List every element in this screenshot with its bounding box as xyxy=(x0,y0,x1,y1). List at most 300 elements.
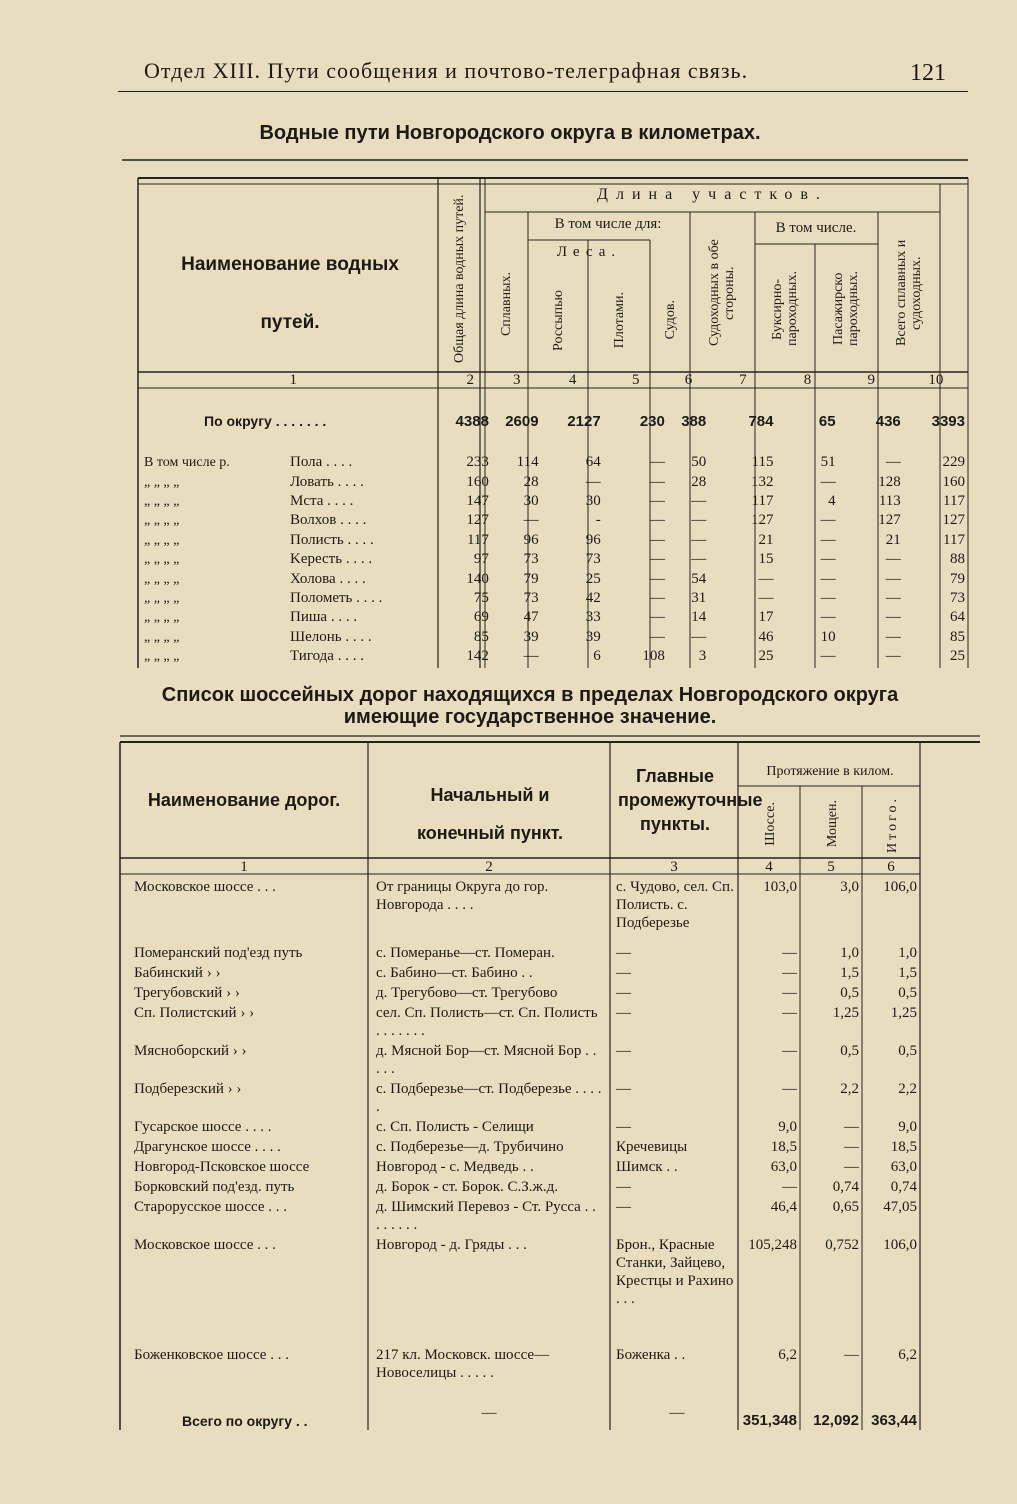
water-header-incl: В том числе. xyxy=(775,220,857,236)
road-name: Московское шоссе . . . xyxy=(134,879,276,895)
table-cell: — xyxy=(649,609,665,626)
road-intermediate: — xyxy=(616,985,631,1001)
table-cell: 31 xyxy=(691,589,707,606)
table-cell: 96 xyxy=(585,531,601,548)
table-cell: 46 xyxy=(758,628,774,645)
road-paved-km: 0,65 xyxy=(832,1199,859,1215)
table-cell: 47 xyxy=(523,609,539,626)
table-cell: 28 xyxy=(691,473,707,490)
table-cell: 88 xyxy=(950,551,965,568)
road-points: Новгород - д. Гряды . . . xyxy=(376,1237,527,1253)
water-header-tug: Буксирно-пароходных. xyxy=(770,271,800,347)
roads-title-line-1: Список шоссейных дорог находящихся в пределах Новгородского округа xyxy=(161,684,899,706)
water-header-incl-for: В том числе для: xyxy=(554,216,662,232)
table-cell: 17 xyxy=(758,609,774,626)
table-cell: 25 xyxy=(950,648,965,665)
road-points: с. Померанье—ст. Померан. xyxy=(376,945,555,961)
road-highway-km: — xyxy=(782,1043,797,1059)
road-total-km: 1,25 xyxy=(890,1005,917,1021)
table-cell: 140 xyxy=(466,570,489,587)
table-cell: — xyxy=(691,531,707,548)
water-header-total-cell xyxy=(440,190,478,368)
road-paved-km: 3,0 xyxy=(840,879,859,895)
road-points: — xyxy=(481,1405,497,1421)
road-highway-km: — xyxy=(782,985,797,1001)
water-header-rafts-cell xyxy=(590,270,648,370)
road-highway-km: 46,4 xyxy=(770,1199,797,1215)
road-intermediate: с. Чудово, сел. Сп. Полисть. с. Подберезье xyxy=(616,879,734,931)
road-paved-km: 0,74 xyxy=(832,1179,859,1195)
col-number: 6 xyxy=(887,859,895,875)
table-cell: — xyxy=(885,454,901,471)
row-prefix: „ „ „ „ xyxy=(144,493,180,509)
table-cell: 115 xyxy=(751,454,774,471)
table-cell: 784 xyxy=(748,412,774,430)
river-name: Полисть xyxy=(290,531,344,548)
road-paved-km: — xyxy=(844,1139,859,1155)
table-cell: 33 xyxy=(585,609,601,626)
col-number: 7 xyxy=(739,372,747,388)
table-row xyxy=(120,1078,920,1116)
river-name-cell: „ „ „ „ Шелонь . . . . xyxy=(144,628,372,645)
section-title: Отдел XIII. Пути сообщения и почтово-телеграфная связь. xyxy=(144,58,749,83)
table-cell: 117 xyxy=(751,492,774,509)
table-cell: 79 xyxy=(523,570,539,587)
water-body xyxy=(138,372,968,666)
water-header-name: Наименование водных путей. xyxy=(181,254,399,333)
table-cell: 21 xyxy=(885,531,901,548)
road-points: с. Бабино—ст. Бабино . . xyxy=(376,965,533,981)
road-intermediate: — xyxy=(616,1199,631,1215)
road-paved-km: 1,0 xyxy=(840,945,859,961)
table-cell: 388 xyxy=(681,412,707,430)
road-points: д. Мясной Бор—ст. Мясной Бор . . . . . xyxy=(376,1043,597,1077)
roads-total-row xyxy=(120,1402,920,1442)
road-highway-km: — xyxy=(782,1005,797,1021)
road-total-km: 9,0 xyxy=(898,1119,917,1135)
road-intermediate: — xyxy=(616,1081,631,1097)
road-name: Трегубовский › › xyxy=(134,985,240,1001)
table-cell: 96 xyxy=(523,531,539,548)
roads-header-highway: Шоссе. xyxy=(762,802,778,846)
table-cell: 4388 xyxy=(455,412,489,430)
table-cell: 79 xyxy=(950,570,965,587)
table-row xyxy=(138,589,968,608)
road-paved-km: — xyxy=(844,1119,859,1135)
table-cell: — xyxy=(885,648,901,665)
table-cell: 14 xyxy=(691,609,707,626)
road-name: Драгунское шоссе . . . . xyxy=(134,1139,281,1155)
table-row xyxy=(120,1156,920,1176)
table-cell: 127 xyxy=(751,512,774,529)
road-intermediate: — xyxy=(616,1179,631,1195)
total-name-cell: По округу . . . . . . . xyxy=(204,413,327,429)
table-cell: — xyxy=(523,512,539,529)
river-name-cell: В том числе р. Пола . . . . xyxy=(144,454,353,471)
water-col-numbers xyxy=(138,372,968,389)
road-intermediate: — xyxy=(669,1405,685,1421)
table-cell: — xyxy=(820,648,836,665)
table-row xyxy=(138,550,968,569)
table-cell: 85 xyxy=(950,628,965,645)
col-number: 5 xyxy=(827,859,835,875)
table-cell: — xyxy=(820,589,836,606)
col-number: 4 xyxy=(765,859,773,875)
table-cell: 230 xyxy=(639,412,665,430)
table-cell: 147 xyxy=(466,492,489,509)
road-name: Старорусское шоссе . . . xyxy=(134,1199,288,1215)
river-name: Полометь xyxy=(290,589,353,606)
road-total-km: 47,05 xyxy=(883,1199,917,1215)
table-cell: 54 xyxy=(691,570,707,587)
water-header-passenger-cell xyxy=(817,248,875,370)
road-points: 217 кл. Московск. шоссе—Новоселицы . . . . . xyxy=(376,1347,550,1381)
table-cell: — xyxy=(820,531,836,548)
road-total-km: 1,5 xyxy=(898,965,917,981)
roads-header-name: Наименование дорог. xyxy=(147,790,341,810)
road-total-km: 63,0 xyxy=(890,1159,917,1175)
row-prefix: „ „ „ „ xyxy=(144,552,180,568)
col-number: 1 xyxy=(240,859,248,875)
road-intermediate: — xyxy=(616,1119,631,1135)
road-intermediate: — xyxy=(616,965,631,981)
road-points: д. Трегубово—ст. Трегубово xyxy=(376,985,558,1001)
col-number: 2 xyxy=(466,372,474,388)
road-intermediate: Шимск . . xyxy=(616,1159,678,1175)
road-highway-km: 9,0 xyxy=(778,1119,797,1135)
water-header-navigable-cell xyxy=(692,216,752,370)
roads-header-points: Начальный и конечный пункт. xyxy=(417,785,563,843)
table-row xyxy=(120,1116,920,1136)
table-cell: 4 xyxy=(828,492,836,509)
road-intermediate: Кречевицы xyxy=(616,1139,688,1155)
roads-header-paved-cell xyxy=(802,790,862,858)
table-row xyxy=(138,569,968,588)
road-highway-km: 18,5 xyxy=(770,1139,797,1155)
river-name-cell: „ „ „ „ Пиша . . . . xyxy=(144,609,358,626)
road-name: Борковский под'езд. путь xyxy=(134,1179,295,1195)
table-cell: 3 xyxy=(698,648,707,665)
table-row xyxy=(120,1040,920,1078)
table-row xyxy=(120,1234,920,1344)
table-row xyxy=(120,1136,920,1156)
water-header-length-group: Длина участков. xyxy=(597,186,828,203)
water-header-vessels-cell xyxy=(652,270,688,370)
road-total-km: 0,74 xyxy=(890,1179,917,1195)
road-rows xyxy=(120,876,920,1442)
water-header-floatable-cell xyxy=(486,240,526,368)
table-cell: — xyxy=(649,454,665,471)
road-total-km: 363,44 xyxy=(871,1412,917,1429)
road-name: Бабинский › › xyxy=(134,965,221,981)
road-points: с. Подберезье—д. Трубичино xyxy=(376,1139,564,1155)
row-prefix: „ „ „ „ xyxy=(144,571,180,587)
table-cell: 51 xyxy=(820,454,836,471)
water-total-row xyxy=(138,389,968,453)
river-name-cell: „ „ „ „ Полисть . . . . xyxy=(144,531,374,548)
road-paved-km: 0,5 xyxy=(840,985,859,1001)
table-row xyxy=(138,647,968,666)
road-name: Новгород-Псковское шоссе xyxy=(134,1159,310,1175)
table-cell: 10 xyxy=(820,628,836,645)
road-paved-km: — xyxy=(844,1347,859,1363)
table-cell: — xyxy=(885,570,901,587)
road-highway-km: — xyxy=(782,965,797,981)
table-cell: 97 xyxy=(473,551,489,568)
road-name: Мяснoборский › › xyxy=(134,1043,247,1059)
table-cell: 73 xyxy=(950,589,965,606)
row-prefix: „ „ „ „ xyxy=(144,629,180,645)
table-cell: 75 xyxy=(473,589,489,606)
table-cell: — xyxy=(649,492,665,509)
table-cell: — xyxy=(820,609,836,626)
table-cell: 127 xyxy=(942,512,965,529)
table-row xyxy=(138,531,968,550)
road-paved-km: 0,752 xyxy=(825,1237,859,1253)
table-row xyxy=(120,942,920,962)
table-cell: 2127 xyxy=(567,412,601,430)
table-cell: 132 xyxy=(751,473,774,490)
road-paved-km: 12,092 xyxy=(813,1412,859,1429)
table-row xyxy=(138,628,968,647)
road-highway-km: 63,0 xyxy=(770,1159,797,1175)
road-intermediate: — xyxy=(616,1005,631,1021)
col-number: 3 xyxy=(670,859,678,875)
table-cell: — xyxy=(820,551,836,568)
water-header-loose: Россыпью xyxy=(550,289,566,351)
table-cell: 436 xyxy=(875,412,901,430)
table-cell: — xyxy=(885,551,901,568)
table-cell: — xyxy=(820,512,836,529)
road-paved-km: 0,5 xyxy=(840,1043,859,1059)
table-cell: 39 xyxy=(585,628,601,645)
river-name-cell: „ „ „ „ Мста . . . . xyxy=(144,492,354,509)
road-paved-km: — xyxy=(844,1159,859,1175)
road-intermediate: Боженка . . xyxy=(616,1347,686,1363)
table-cell: 64 xyxy=(585,454,601,471)
table-row xyxy=(138,472,968,491)
table-cell: 127 xyxy=(878,512,901,529)
table-cell: 21 xyxy=(758,531,774,548)
river-name-cell: „ „ „ „ Полометь . . . . xyxy=(144,589,383,606)
table-cell: 160 xyxy=(942,473,965,490)
river-name: Холова xyxy=(290,570,336,587)
table-row xyxy=(120,876,920,942)
col-number: 5 xyxy=(632,372,640,388)
table-cell: 114 xyxy=(516,454,539,471)
table-cell: — xyxy=(649,570,665,587)
road-total-km: 0,5 xyxy=(898,985,917,1001)
table-cell: — xyxy=(523,648,539,665)
river-name-cell: „ „ „ „ Ловать . . . . xyxy=(144,473,364,490)
table-cell: 30 xyxy=(585,492,601,509)
table-row xyxy=(120,982,920,1002)
river-name: Волхов xyxy=(290,512,337,529)
row-prefix: „ „ „ „ xyxy=(144,513,180,529)
table-cell: 117 xyxy=(943,492,965,509)
water-header-rafts: Плотами. xyxy=(611,291,627,349)
table-cell: 160 xyxy=(466,473,489,490)
road-highway-km: 351,348 xyxy=(742,1412,797,1429)
water-header-all-cell xyxy=(880,216,938,370)
page-number: 121 xyxy=(910,60,946,86)
water-header-vessels: Судов. xyxy=(662,300,678,340)
table-row xyxy=(138,511,968,530)
table-cell: 85 xyxy=(473,628,489,645)
row-prefix: „ „ „ „ xyxy=(144,590,180,606)
road-total-km: 6,2 xyxy=(898,1347,917,1363)
col-number: 6 xyxy=(684,372,693,388)
row-prefix: „ „ „ „ xyxy=(144,532,180,548)
water-header-loose-cell xyxy=(530,270,586,370)
col-number: 10 xyxy=(928,372,944,388)
roads-body xyxy=(120,858,920,1442)
road-points: д. Шимский Перевоз - Ст. Русса . . . . . . . . xyxy=(376,1199,596,1233)
table-cell: — xyxy=(820,570,836,587)
table-cell: — xyxy=(691,492,707,509)
table-cell: 128 xyxy=(878,473,901,490)
road-name: Подберезский › › xyxy=(134,1081,242,1097)
road-name: Гусарское шоссе . . . . xyxy=(134,1119,272,1135)
table-cell: 28 xyxy=(523,473,539,490)
river-name: Тигода xyxy=(290,648,334,665)
table-cell: — xyxy=(758,589,774,606)
table-cell: 233 xyxy=(466,454,489,471)
table-cell: - xyxy=(595,512,601,529)
table-cell: 3393 xyxy=(931,412,965,430)
table-cell: — xyxy=(649,628,665,645)
table-row xyxy=(120,1196,920,1234)
road-points: с. Сп. Полисть - Селищи xyxy=(376,1119,534,1135)
road-points: д. Борок - ст. Борок. С.З.ж.д. xyxy=(376,1179,559,1195)
roads-header-total: Итого. xyxy=(884,795,900,853)
road-points: Новгород - с. Медведь . . xyxy=(376,1159,534,1175)
road-points: От границы Округа до гор. Новгорода . . . . xyxy=(376,879,549,913)
water-header-total: Общая длина водных путей. xyxy=(451,194,467,364)
table-cell: 30 xyxy=(523,492,539,509)
road-name: Боженковское шоссе . . . xyxy=(134,1347,289,1363)
row-prefix: „ „ „ „ xyxy=(144,649,180,665)
table-cell: 142 xyxy=(466,648,489,665)
table-cell: 73 xyxy=(523,589,539,606)
col-number: 2 xyxy=(485,859,493,875)
water-header-navigable: Судоходных в обе стороны. xyxy=(707,239,737,347)
table-cell: — xyxy=(691,628,707,645)
table-cell: — xyxy=(691,512,707,529)
road-highway-km: 105,248 xyxy=(748,1237,797,1253)
road-name: Московское шоссе . . . xyxy=(134,1237,276,1253)
table-cell: 127 xyxy=(466,512,489,529)
water-header-tug-cell xyxy=(757,248,813,370)
road-total-km: 1,0 xyxy=(898,945,917,961)
table-cell: — xyxy=(885,609,901,626)
table-cell: — xyxy=(649,473,665,490)
col-number: 4 xyxy=(568,372,577,388)
river-name-cell: „ „ „ „ Keресть . . . . xyxy=(144,551,373,568)
table-cell: — xyxy=(649,589,665,606)
table-row xyxy=(138,453,968,472)
road-highway-km: — xyxy=(782,945,797,961)
roads-col-numbers xyxy=(120,858,920,876)
table-cell: 113 xyxy=(878,492,901,509)
road-name: Сп. Полистский › › xyxy=(134,1005,255,1021)
road-paved-km: 1,25 xyxy=(832,1005,859,1021)
table-cell: 108 xyxy=(642,648,665,665)
road-total-km: 106,0 xyxy=(883,1237,917,1253)
water-header-floatable: Сплавных. xyxy=(498,271,514,337)
river-name: Пиша xyxy=(290,609,328,626)
table-cell: 42 xyxy=(585,589,601,606)
table-cell: — xyxy=(758,570,774,587)
table-cell: — xyxy=(649,531,665,548)
roads-header-paved: Мощен. xyxy=(824,800,840,848)
river-name: Мста xyxy=(290,492,324,509)
table-cell: 6 xyxy=(593,648,601,665)
road-total-km: 106,0 xyxy=(883,879,917,895)
table-cell: — xyxy=(691,551,707,568)
road-total-km: 0,5 xyxy=(898,1043,917,1059)
col-number: 9 xyxy=(867,372,875,388)
table-cell: 73 xyxy=(585,551,601,568)
road-highway-km: 6,2 xyxy=(778,1347,797,1363)
road-highway-km: — xyxy=(782,1081,797,1097)
roads-header-intermediate: Главные промежуточные пункты. xyxy=(618,766,763,834)
table-cell: 69 xyxy=(473,609,489,626)
row-prefix: В том числе р. xyxy=(144,455,230,471)
roads-header-extent: Протяжение в килом. xyxy=(766,764,894,779)
table-row xyxy=(120,1176,920,1196)
table-cell: 117 xyxy=(943,531,965,548)
table-cell: — xyxy=(649,512,665,529)
table-cell: 229 xyxy=(942,454,965,471)
table-cell: 15 xyxy=(758,551,774,568)
table-cell: — xyxy=(885,589,901,606)
road-intermediate: — xyxy=(616,945,631,961)
river-name-cell: „ „ „ „ Тигода . . . . xyxy=(144,648,364,665)
table-cell: — xyxy=(585,473,601,490)
water-header-timber: Леса. xyxy=(556,244,622,260)
road-intermediate: — xyxy=(616,1043,631,1059)
river-name-cell: „ „ „ „ Волхов . . . . xyxy=(144,512,367,529)
roads-title-line-2: имеющие государственное значение. xyxy=(343,706,717,728)
road-name: Всего по округу . . xyxy=(182,1413,308,1429)
table-cell: 65 xyxy=(818,412,836,430)
col-number: 1 xyxy=(289,372,297,388)
river-name: Ловать xyxy=(290,473,334,490)
river-name: Keресть xyxy=(290,551,343,568)
col-number: 8 xyxy=(803,372,812,388)
road-name: Померанский под'езд путь xyxy=(134,945,303,961)
road-paved-km: 2,2 xyxy=(840,1081,859,1097)
water-rows xyxy=(138,453,968,666)
river-name: Пола xyxy=(290,454,323,471)
table-row xyxy=(138,492,968,511)
road-highway-km: — xyxy=(782,1179,797,1195)
road-intermediate: Брон., Красные Станки, Зайцево, Крестцы и Рахино . . . xyxy=(616,1237,734,1307)
table-row xyxy=(120,1344,920,1402)
road-total-km: 18,5 xyxy=(890,1139,917,1155)
table-cell: 50 xyxy=(691,454,707,471)
table-cell: 117 xyxy=(466,531,489,548)
roads-table-title xyxy=(110,684,950,728)
total-name: По округу xyxy=(204,413,272,429)
road-points: с. Подберезье—ст. Подберезье . . . . . xyxy=(376,1081,602,1115)
river-name: Шелонь xyxy=(290,628,342,645)
table-cell: 39 xyxy=(523,628,539,645)
table-cell: — xyxy=(649,551,665,568)
table-row xyxy=(120,962,920,982)
table-cell: 64 xyxy=(950,609,965,626)
